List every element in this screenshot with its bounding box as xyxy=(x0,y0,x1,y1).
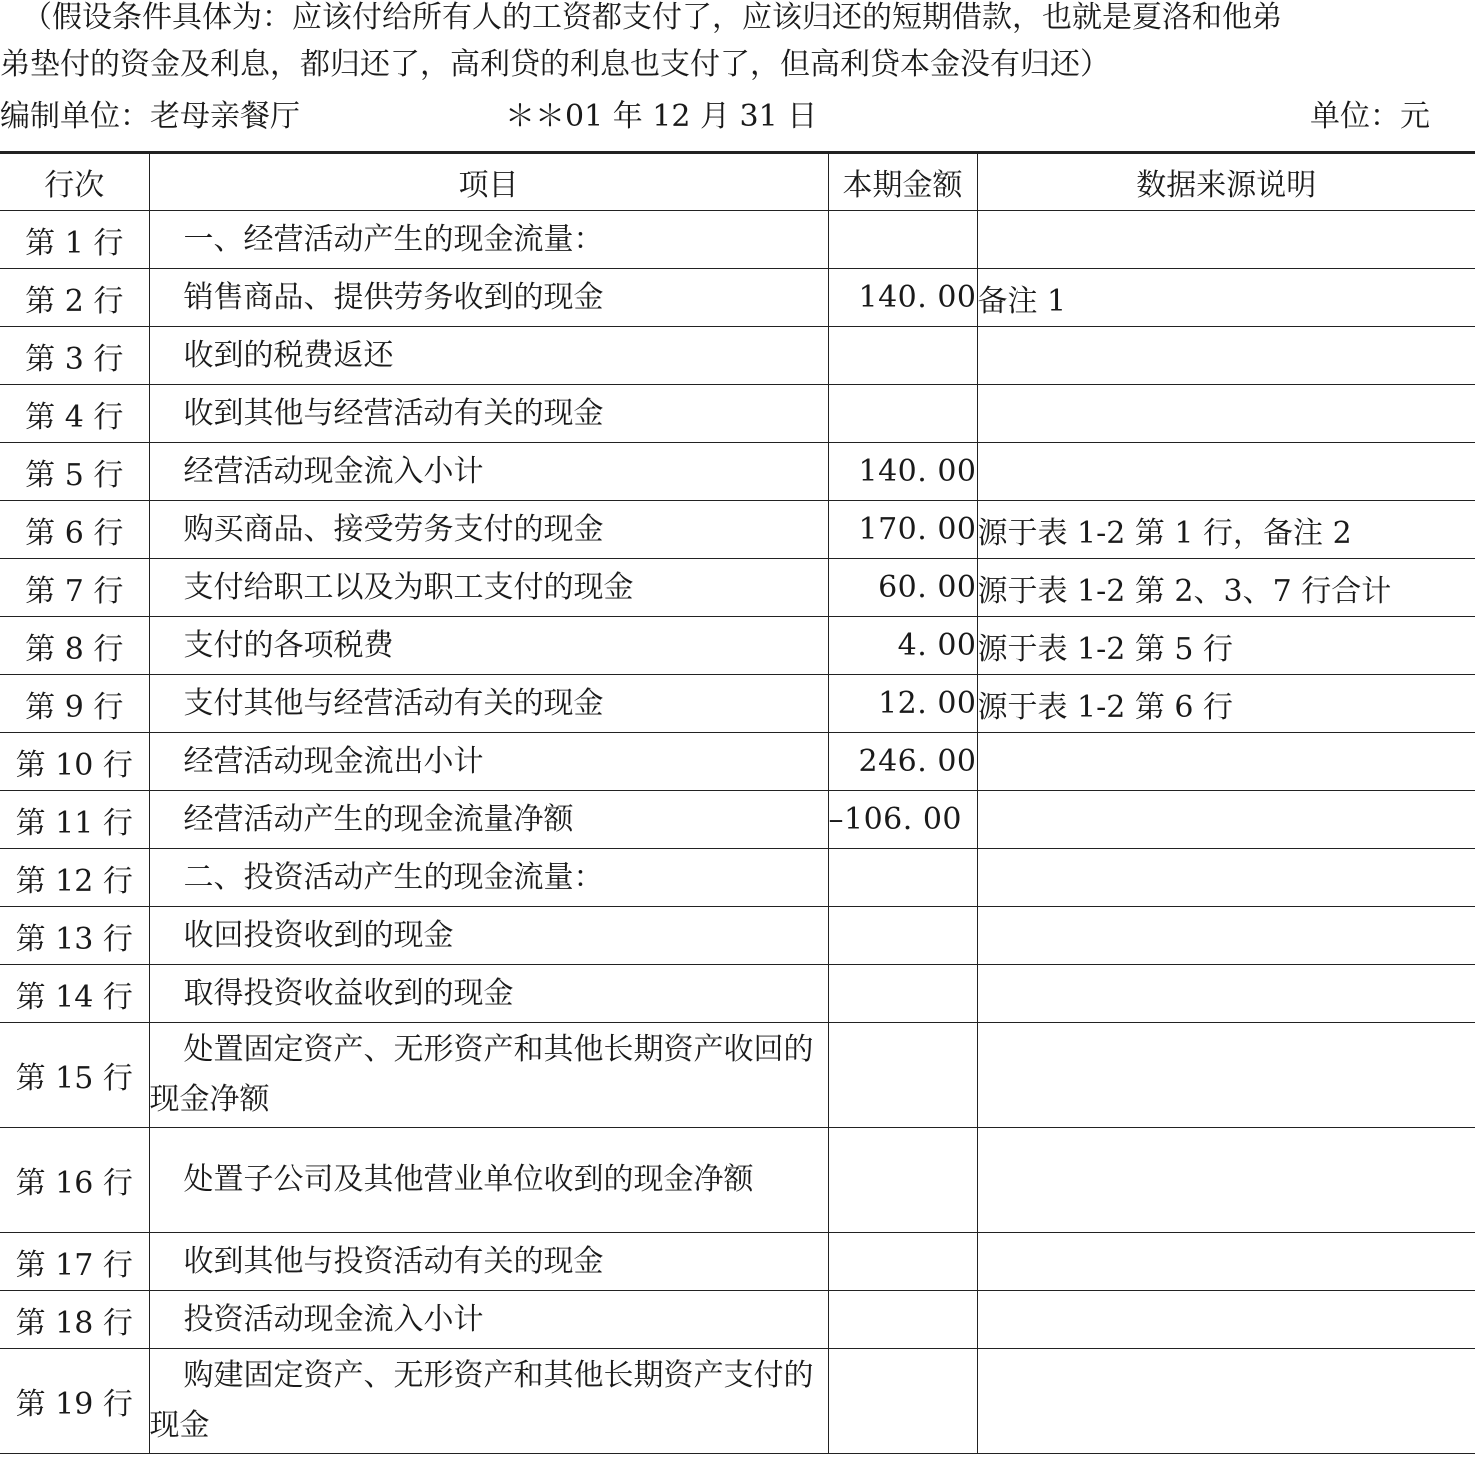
row-note xyxy=(977,733,1475,791)
row-item: 支付其他与经营活动有关的现金 xyxy=(149,675,828,733)
row-note xyxy=(977,1128,1475,1233)
header-amount: 本期金额 xyxy=(828,153,977,211)
table-row xyxy=(0,501,1475,559)
assumption-text-line-1: （假设条件具体为：应该付给所有人的工资都支付了，应该归还的短期借款，也就是夏洛和他弟 xyxy=(22,0,1282,35)
row-number: 第 17 行 xyxy=(0,1233,149,1291)
row-item: 经营活动现金流出小计 xyxy=(149,733,828,791)
row-note xyxy=(977,907,1475,965)
table-row xyxy=(0,1023,1475,1128)
row-number: 第 1 行 xyxy=(0,211,149,269)
row-number: 第 8 行 xyxy=(0,617,149,675)
row-amount: 4. 00 xyxy=(828,617,977,675)
header-row-number: 行次 xyxy=(0,153,149,211)
row-item: 收到其他与经营活动有关的现金 xyxy=(149,385,828,443)
row-number: 第 9 行 xyxy=(0,675,149,733)
table-row xyxy=(0,211,1475,269)
preparing-unit: 编制单位：老母亲餐厅 xyxy=(0,99,300,134)
row-note xyxy=(977,1349,1475,1454)
table-row xyxy=(0,965,1475,1023)
row-item: 收回投资收到的现金 xyxy=(149,907,828,965)
row-amount xyxy=(828,1023,977,1128)
row-item: 收到的税费返还 xyxy=(149,327,828,385)
table-row xyxy=(0,269,1475,327)
row-number: 第 10 行 xyxy=(0,733,149,791)
table-row xyxy=(0,559,1475,617)
row-item: 支付的各项税费 xyxy=(149,617,828,675)
table-row xyxy=(0,907,1475,965)
row-amount: 12. 00 xyxy=(828,675,977,733)
row-number: 第 2 行 xyxy=(0,269,149,327)
row-note xyxy=(977,327,1475,385)
row-note: 源于表 1-2 第 1 行，备注 2 xyxy=(977,501,1475,559)
row-amount xyxy=(828,211,977,269)
report-date: ＊＊01 年 12 月 31 日 xyxy=(505,99,818,134)
report-meta xyxy=(0,96,1475,138)
row-number: 第 18 行 xyxy=(0,1291,149,1349)
row-amount: 60. 00 xyxy=(828,559,977,617)
row-note xyxy=(977,1291,1475,1349)
table-row xyxy=(0,849,1475,907)
row-number: 第 12 行 xyxy=(0,849,149,907)
row-amount: 170. 00 xyxy=(828,501,977,559)
table-row xyxy=(0,791,1475,849)
row-amount: –106. 00 xyxy=(828,791,977,849)
table-row xyxy=(0,675,1475,733)
row-note: 源于表 1-2 第 6 行 xyxy=(977,675,1475,733)
intro-section xyxy=(0,0,1475,150)
row-amount xyxy=(828,327,977,385)
table-header-row xyxy=(0,153,1475,211)
table-row xyxy=(0,1128,1475,1233)
row-number: 第 4 行 xyxy=(0,385,149,443)
row-note: 源于表 1-2 第 5 行 xyxy=(977,617,1475,675)
table-row xyxy=(0,1291,1475,1349)
row-item: 取得投资收益收到的现金 xyxy=(149,965,828,1023)
table-row xyxy=(0,327,1475,385)
header-item: 项目 xyxy=(149,153,828,211)
row-note xyxy=(977,1233,1475,1291)
row-note: 源于表 1-2 第 2、3、7 行合计 xyxy=(977,559,1475,617)
row-item: 处置固定资产、无形资产和其他长期资产收回的现金净额 xyxy=(149,1023,828,1128)
row-note xyxy=(977,791,1475,849)
row-item: 购建固定资产、无形资产和其他长期资产支付的现金 xyxy=(149,1349,828,1454)
row-note xyxy=(977,1023,1475,1128)
row-number: 第 5 行 xyxy=(0,443,149,501)
row-number: 第 11 行 xyxy=(0,791,149,849)
table-row xyxy=(0,1349,1475,1454)
row-note: 备注 1 xyxy=(977,269,1475,327)
row-amount xyxy=(828,1128,977,1233)
row-item: 支付给职工以及为职工支付的现金 xyxy=(149,559,828,617)
row-note xyxy=(977,965,1475,1023)
row-number: 第 14 行 xyxy=(0,965,149,1023)
row-item: 一、经营活动产生的现金流量： xyxy=(149,211,828,269)
row-amount: 140. 00 xyxy=(828,443,977,501)
row-number: 第 16 行 xyxy=(0,1128,149,1233)
table-row xyxy=(0,385,1475,443)
row-number: 第 13 行 xyxy=(0,907,149,965)
table-row xyxy=(0,617,1475,675)
header-source-note: 数据来源说明 xyxy=(977,153,1475,211)
row-amount: 246. 00 xyxy=(828,733,977,791)
row-item: 购买商品、接受劳务支付的现金 xyxy=(149,501,828,559)
row-note xyxy=(977,211,1475,269)
assumption-text-line-2: 弟垫付的资金及利息，都归还了，高利贷的利息也支付了，但高利贷本金没有归还） xyxy=(0,47,1110,82)
row-item: 经营活动产生的现金流量净额 xyxy=(149,791,828,849)
row-item: 经营活动现金流入小计 xyxy=(149,443,828,501)
row-item: 收到其他与投资活动有关的现金 xyxy=(149,1233,828,1291)
row-item: 二、投资活动产生的现金流量： xyxy=(149,849,828,907)
row-amount xyxy=(828,907,977,965)
row-amount: 140. 00 xyxy=(828,269,977,327)
table-row xyxy=(0,1233,1475,1291)
row-amount xyxy=(828,849,977,907)
row-note xyxy=(977,849,1475,907)
row-note xyxy=(977,443,1475,501)
currency-unit: 单位：元 xyxy=(1310,99,1430,134)
cash-flow-table xyxy=(0,151,1475,1454)
row-item: 投资活动现金流入小计 xyxy=(149,1291,828,1349)
table-row xyxy=(0,733,1475,791)
row-number: 第 19 行 xyxy=(0,1349,149,1454)
row-number: 第 15 行 xyxy=(0,1023,149,1128)
row-number: 第 7 行 xyxy=(0,559,149,617)
row-amount xyxy=(828,1233,977,1291)
row-number: 第 3 行 xyxy=(0,327,149,385)
row-amount xyxy=(828,1291,977,1349)
row-item: 处置子公司及其他营业单位收到的现金净额 xyxy=(149,1128,828,1233)
row-amount xyxy=(828,385,977,443)
row-item: 销售商品、提供劳务收到的现金 xyxy=(149,269,828,327)
row-number: 第 6 行 xyxy=(0,501,149,559)
row-note xyxy=(977,385,1475,443)
row-amount xyxy=(828,965,977,1023)
row-amount xyxy=(828,1349,977,1454)
table-row xyxy=(0,443,1475,501)
